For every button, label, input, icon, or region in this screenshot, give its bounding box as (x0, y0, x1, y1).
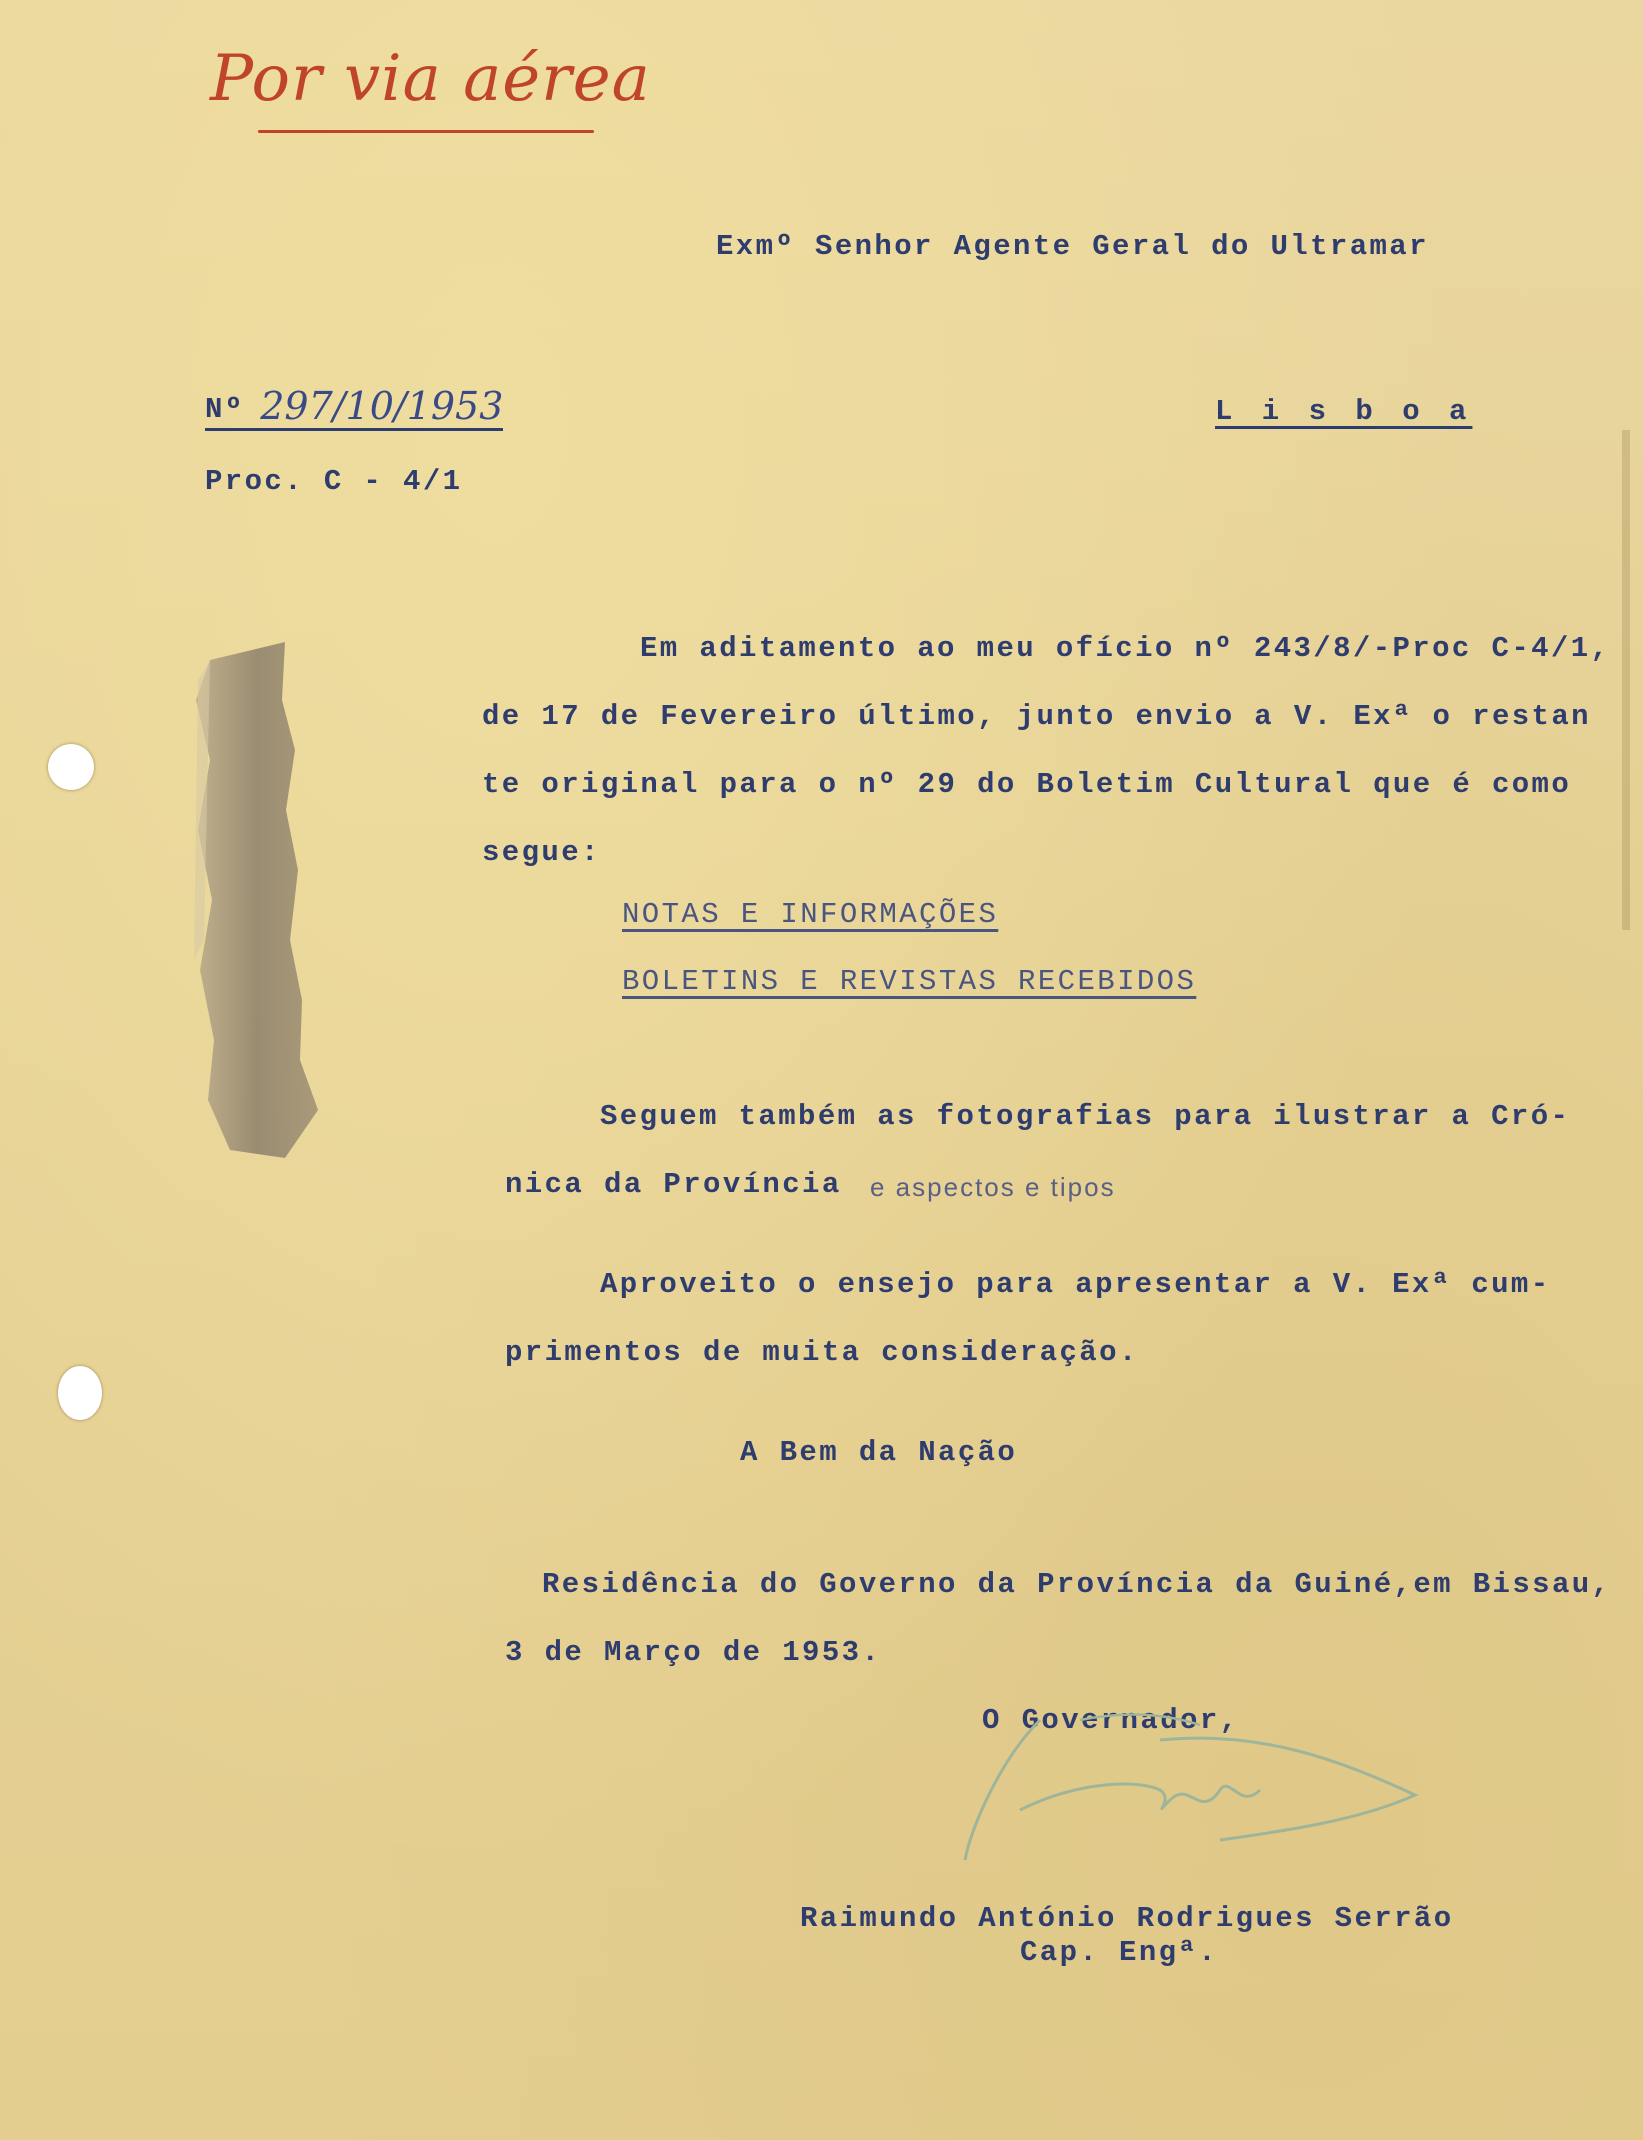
enclosed-item-boletins: BOLETINS E REVISTAS RECEBIDOS (622, 965, 1197, 998)
punch-hole-bottom (58, 1366, 102, 1420)
paragraph-2-addition: e aspectos e tipos (870, 1172, 1116, 1202)
reference-prefix: Nº (205, 393, 245, 426)
enclosed-item-notas: NOTAS E INFORMAÇÕES (622, 898, 999, 931)
signatory-rank: Cap. Engª. (1020, 1936, 1219, 1969)
process-reference: Proc. C - 4/1 (205, 465, 463, 498)
place-line: Residência do Governo da Província da Guiné,em Bissau, (542, 1568, 1612, 1601)
signatory-name: Raimundo António Rodrigues Serrão (800, 1902, 1454, 1935)
closing-salutation: A Bem da Nação (740, 1436, 1018, 1469)
addressee: Exmº Senhor Agente Geral do Ultramar (716, 230, 1429, 263)
edge-mark (1622, 430, 1630, 930)
paragraph-1-line-2: de 17 de Fevereiro último, junto envio a V. Exª o restan (482, 700, 1591, 733)
paragraph-1-line-3: te original para o nº 29 do Boletim Cultural que é como (482, 768, 1572, 801)
handwritten-signature (960, 1680, 1420, 1880)
destination-city: L i s b o a (1215, 395, 1473, 428)
handwritten-note-text: Por via aérea (210, 42, 651, 116)
paragraph-3-line-1: Aproveito o ensejo para apresentar a V. Exª cum- (600, 1268, 1551, 1301)
handwritten-air-mail-note (210, 20, 651, 140)
date-line: 3 de Março de 1953. (505, 1636, 882, 1669)
paragraph-1-line-4: segue: (482, 836, 601, 869)
paragraph-2-line-1: Seguem também as fotografias para ilustrar a Cró- (600, 1100, 1571, 1133)
reference-number (205, 382, 503, 431)
reference-handwritten-number: 297/10/1953 (260, 384, 504, 428)
tape-stain (190, 640, 320, 1160)
signatory-title: O Governador, (982, 1704, 1240, 1737)
handwritten-note-underline (258, 130, 594, 133)
paragraph-3-line-2: primentos de muita consideração. (505, 1336, 1139, 1369)
paragraph-2-line-2: nica da Província (505, 1168, 842, 1201)
punch-hole-top (48, 744, 94, 790)
paragraph-1-line-1: Em aditamento ao meu ofício nº 243/8/-Proc C-4/1, (640, 632, 1611, 665)
